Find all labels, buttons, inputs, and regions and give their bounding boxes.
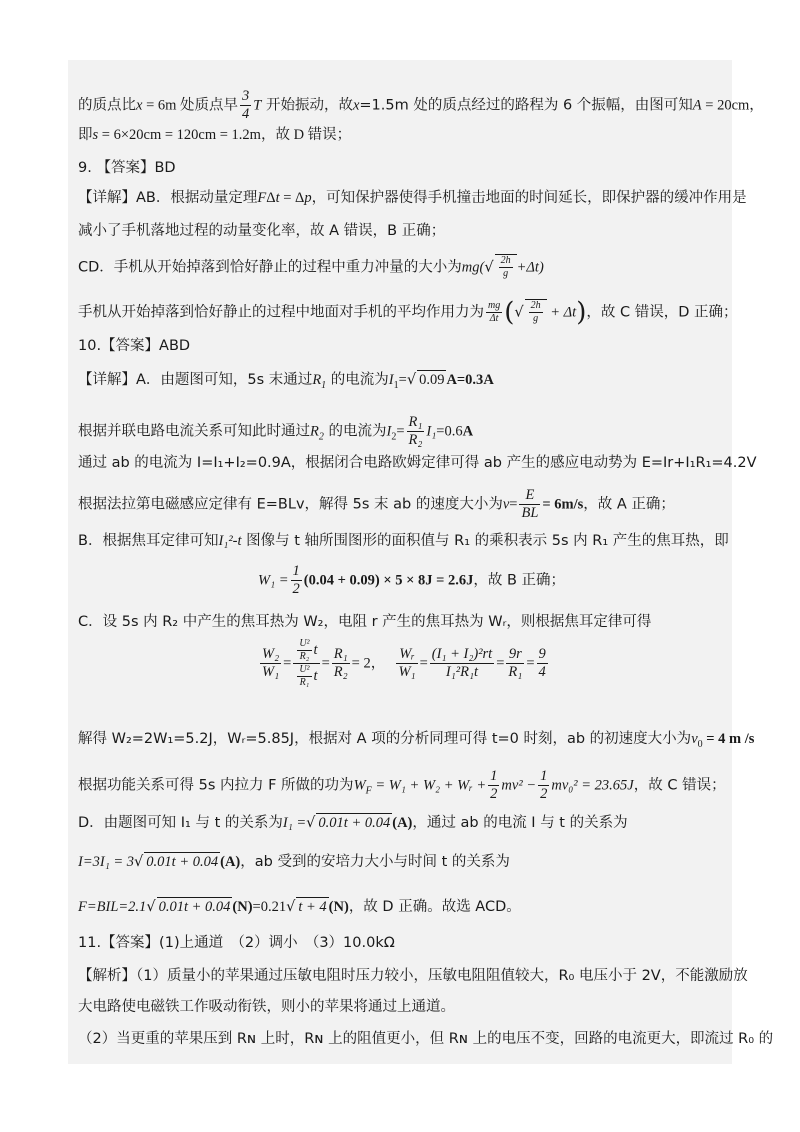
fraction: $\frac{1}{2}$ (292, 563, 300, 597)
fraction: $\frac{mg}{\Delta t}$ (488, 300, 501, 324)
math: T (253, 97, 262, 114)
math: = 6m/s (542, 496, 584, 513)
text: 手机从开始掉落到恰好静止的过程中地面对手机的平均作用力为 (78, 304, 484, 321)
text-line: 大电路使电磁铁工作吸动衔铁，则小的苹果将通过上通道。 (78, 999, 455, 1015)
math: I₁ = (282, 815, 307, 831)
math: = 20cm， (701, 97, 764, 114)
math: mv₀² = 23.65J (551, 777, 634, 794)
fraction: $\frac{1}{2}$ (490, 768, 498, 802)
math: t (275, 190, 280, 206)
math: A (483, 372, 494, 388)
text-line: 手机从开始掉落到恰好静止的过程中地面对手机的平均作用力为 $\frac{mg}{\Delta t}$ (√ $\frac{2h}{g}$ + Δt)，故 C 错误，D 正确； (78, 297, 738, 328)
math: (N) (232, 899, 253, 915)
math: (0.04 + 0.09) × 5 × 8J = 2.6J (303, 572, 474, 589)
fraction: $\frac{E}{BL}$ (521, 487, 539, 521)
text-line: I=3I₁ = 3√ 0.01t + 0.04 (A)，ab 受到的安培力大小与时间 t 的关系为 (78, 854, 510, 870)
text: ，通过 ab 的电流 I 与 t 的关系为 (412, 815, 628, 831)
fraction: $\frac{9}{4}$ (538, 646, 546, 680)
text-line: CD．手机从开始掉落到恰好静止的过程中重力冲量的大小为mg(√ $\frac{2h}{g}$ +Δt) (78, 255, 544, 279)
math: I (78, 854, 83, 870)
math: =BIL=2.1 (86, 899, 147, 915)
math: =0.6 (436, 423, 463, 440)
text-line: 【解析】（1）质量小的苹果通过压敏电阻时压力较小，压敏电阻阻值较大，R₀ 电压小于 2V，不能激励放 (78, 968, 748, 984)
text-line: 【详解】A．由题图可知，5s 末通过$R_1$ 的电流为$I_1=√$ 0.09 A=0.3A (78, 372, 494, 391)
math: = 6m 处质点早 (142, 97, 239, 114)
math: v (691, 731, 698, 747)
math: t + 4 (298, 899, 327, 915)
text-line: 根据并联电路电流关系可知此时通过$R_2$ 的电流为$I_2=$ $\frac{\text{R₁}}{\text{R₂}}$ I₁=0.6A (78, 414, 474, 448)
math: (N) (328, 899, 349, 915)
text: CD．手机从开始掉落到恰好静止的过程中重力冲量的大小为 (78, 259, 462, 276)
math: = 4 m /s (702, 731, 755, 747)
text: ，故 C 错误，D 正确； (586, 304, 738, 321)
text-line (78, 125, 351, 145)
math: R (312, 372, 322, 388)
math: 1 (321, 379, 327, 391)
math: = W₁ + W₂ + Wᵣ + (371, 777, 487, 794)
text: 的电流为 (326, 372, 389, 388)
math: +Δt (516, 259, 539, 276)
math: 0.01t + 0.04 (146, 854, 219, 870)
text: =1.5m 处的质点经过的路程为 6 个振幅，由图可知 (359, 97, 693, 114)
math: A (462, 423, 474, 440)
text: 解得 W₂=2W₁=5.2J，Wᵣ=5.85J，根据对 A 项的分析同理可得 t=0 时刻，ab 的初速度大小为 (78, 731, 692, 747)
text: 开始振动，故 (261, 97, 353, 114)
math: A (692, 97, 702, 114)
math: mv² − (501, 777, 537, 794)
formula-line (258, 563, 565, 598)
text: ，ab 受到的安培力大小与时间 t 的关系为 (240, 854, 510, 870)
math: F (257, 190, 267, 206)
math: F (365, 785, 372, 797)
text-line (78, 531, 729, 551)
math: v (502, 496, 510, 513)
math: 0 (697, 738, 703, 750)
math: 0.09 (419, 372, 445, 388)
math: I₁²-t (218, 533, 242, 549)
text: ，故 C 错误； (633, 777, 726, 794)
math: = 2， (351, 655, 386, 672)
text: 的质点比 (78, 97, 136, 114)
answer-heading: 10.【答案】ABD (78, 338, 191, 354)
text: ，故 A 正确； (583, 496, 675, 513)
text-line: F=BIL=2.1√ 0.01t + 0.04 (N)=0.21√ t + 4 (N)，故 D 正确。故选 ACD。 (78, 899, 521, 915)
text-line: 减小了手机落地过程的动量变化率，故 A 错误，B 正确； (78, 223, 446, 239)
text: 的电流为 (323, 423, 387, 440)
math: A (446, 372, 457, 388)
text: 根据功能关系可得 5s 内拉力 F 所做的功为 (78, 777, 354, 794)
answer-heading: 9. 【答案】BD (78, 160, 176, 176)
math: mg (461, 259, 480, 276)
math: I (386, 423, 392, 440)
text: ，故 D 正确。故选 ACD。 (348, 899, 521, 915)
math: = 6×20cm = 120cm = 1.2m，故 D 错误； (98, 127, 352, 143)
math: x (136, 97, 143, 114)
math: + Δt (546, 304, 577, 321)
fraction: $\frac{3}{4}$ (242, 88, 250, 122)
fraction: $\frac{\text{(I₁ + I₂)²rt}}{\text{I₁²R₁t}}$ (431, 646, 493, 680)
math: R (310, 423, 319, 440)
text: 即 (78, 127, 93, 143)
fraction: $\frac{2h}{g}$ (530, 300, 541, 324)
fraction: $\frac{2h}{g}$ (500, 255, 511, 279)
answer-heading: 11.【答案】(1)上通道 （2）调小 （3）10.0kΩ (78, 935, 395, 951)
math: W (353, 777, 366, 794)
math: =3I₁ = 3 (82, 854, 135, 870)
math: =0.21 (252, 899, 287, 915)
text-line: 通过 ab 的电流为 I=I₁+I₂=0.9A，根据闭合电路欧姆定律可得 ab 产生的感应电动势为 E=Ir+I₁R₁=4.2V (78, 455, 757, 471)
math: =0.3 (456, 372, 484, 388)
math: Δ (266, 190, 276, 206)
fraction: $\frac{\text{R₁}}{\text{R₂}}$ (333, 646, 348, 680)
math: = Δ (279, 190, 305, 206)
fraction: $\frac{\text{Wᵣ}}{\text{W₁}}$ (398, 646, 416, 680)
fraction: $\frac{\text{U²}}{\text{R₂}}$ t $\frac{\text{U²}}{\text{R₁}}$ t (293, 638, 319, 689)
math: (A) (392, 815, 413, 831)
fraction: $\frac{9r}{\text{R₁}}$ (508, 646, 523, 680)
text-line (78, 188, 747, 208)
math: 0.01t + 0.04 (158, 899, 231, 915)
math: s (92, 127, 99, 143)
text-line (78, 768, 726, 803)
text: 【详解】A．由题图可知，5s 末通过 (78, 372, 313, 388)
text-line: （2）当更重的苹果压到 Rɴ 上时，Rɴ 上的阻值更小，但 Rɴ 上的电压不变，回路的电流更大，即流过 R₀ 的 (78, 1031, 774, 1047)
text: 根据法拉第电磁感应定律有 E=BLv，解得 5s 末 ab 的速度大小为 (78, 496, 503, 513)
math: 2 (318, 431, 324, 443)
fraction: $\frac{1}{2}$ (540, 768, 548, 802)
math: I (388, 372, 394, 388)
math: I₁ (426, 423, 437, 440)
text-line: 根据法拉第电磁感应定律有 E=BLv，解得 5s 末 ab 的速度大小为v= $\frac{E}{BL}$ = 6m/s，故 A 正确； (78, 487, 675, 521)
text-line (78, 729, 754, 749)
math: (A) (220, 854, 241, 870)
fraction: $\frac{\text{W₂}}{\text{W₁}}$ (262, 646, 280, 680)
text-line (78, 88, 764, 123)
text-line: D．由题图可知 I₁ 与 t 的关系为I₁ =√ 0.01t + 0.04 (A)，通过 ab 的电流 I 与 t 的关系为 (78, 815, 628, 831)
math: F (78, 899, 87, 915)
text: ，可知保护器使得手机撞击地面的时间延长，即保护器的缓冲作用是 (311, 190, 747, 206)
text: 根据并联电路电流关系可知此时通过 (78, 423, 310, 440)
math: p (304, 190, 312, 206)
formula-line: $\frac{\text{W₂}}{\text{W₁}}$ = $\frac{\text{U²}}{\text{R₂}}$ t $\frac{\text{U²}}{\text{R₁}}$ t = $\frac{\text{R₁}}{\text{R₂}}$ = 2， $\frac{\text{Wᵣ}}{\text{W₁}}$ = $\frac{\text{(I₁ + I₂)²rt}}{\text{I₁²R₁t}}$ = $\frac{9r}{\text{R₁}}$ = $\frac{9}{4}$ (262, 638, 546, 688)
text: B．根据焦耳定律可知 (78, 533, 219, 549)
fraction: $\frac{\text{R₁}}{\text{R₂}}$ (408, 414, 423, 448)
text: 图像与 t 轴所围图形的面积值与 R₁ 的乘积表示 5s 内 R₁ 产生的焦耳热，即 (241, 533, 729, 549)
text: ，故 B 正确； (473, 572, 566, 589)
math: W₁ = (258, 572, 289, 589)
text-line: C．设 5s 内 R₂ 中产生的焦耳热为 W₂，电阻 r 产生的焦耳热为 Wᵣ，则根据焦耳定律可得 (78, 614, 652, 630)
math: x (352, 97, 360, 114)
text: 【详解】AB．根据动量定理 (78, 190, 258, 206)
text: D．由题图可知 I₁ 与 t 的关系为 (78, 815, 283, 831)
math: 0.01t + 0.04 (318, 815, 391, 831)
